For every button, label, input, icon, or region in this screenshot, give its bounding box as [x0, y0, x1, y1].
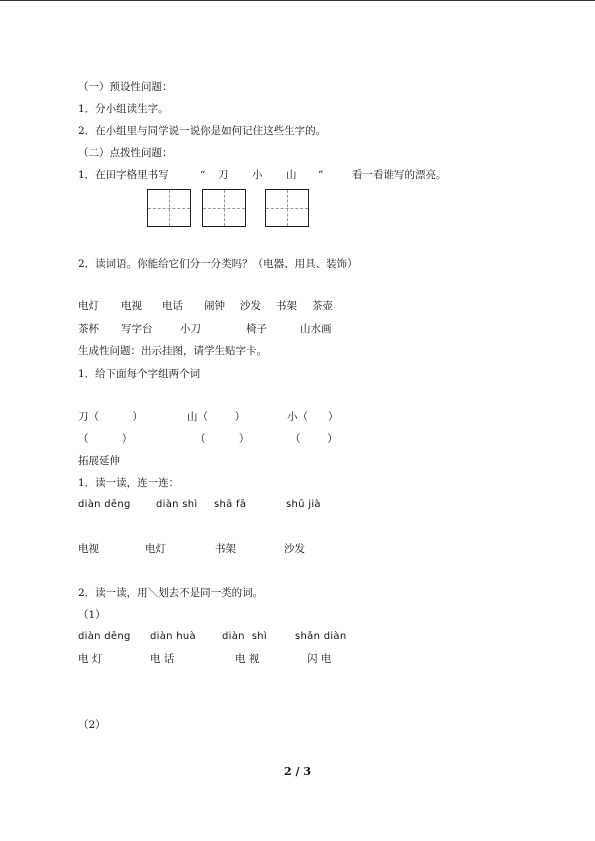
section2-q1-suffix: 看一看谁写的漂亮。	[352, 169, 447, 181]
word-item: 电视	[121, 300, 142, 312]
pinyin-item: diàn shì	[222, 631, 267, 642]
practice-char-2: 小	[252, 169, 263, 181]
strike-word[interactable]: 电 话	[150, 653, 175, 665]
strike-word[interactable]: 闪 电	[307, 653, 332, 665]
compound-blank[interactable]: 山（ ）	[187, 411, 246, 423]
word-item: 椅子	[246, 323, 267, 335]
pinyin-item: diàn dēng	[78, 499, 131, 510]
compound-blank[interactable]: 刀（ ）	[78, 411, 143, 423]
section2-q2: 2．读词语。你能给它们分一分类吗？（电器、用具、装饰）	[78, 258, 358, 270]
practice-char-1: 刀	[218, 169, 229, 181]
word-item: 小刀	[180, 323, 201, 335]
strike-word[interactable]: 电 灯	[78, 653, 103, 665]
section4-q1: 1．读一读，连一连：	[78, 477, 180, 489]
section2-q1-prefix: 1．在田字格里书写	[78, 169, 169, 181]
section2-heading: （二）点拨性问题：	[78, 147, 173, 159]
strike-word[interactable]: 电 视	[235, 653, 260, 665]
match-word[interactable]: 书架	[215, 543, 236, 555]
pinyin-item: diàn huà	[150, 631, 196, 642]
section3-heading: 生成性问题：出示挂图，请学生贴字卡。	[78, 345, 267, 357]
section1-q1: 1．分小组读生字。	[78, 103, 169, 115]
section4-heading: 拓展延伸	[78, 455, 120, 467]
compound-blank[interactable]: （ ）	[290, 433, 338, 445]
section4-sub2: （2）	[78, 719, 106, 731]
tianzige-box-3[interactable]	[265, 189, 309, 227]
word-item: 山水画	[300, 323, 332, 335]
practice-char-3: 山	[286, 169, 297, 181]
pinyin-item: shū jià	[286, 499, 321, 510]
match-word[interactable]: 电视	[78, 543, 99, 555]
pinyin-item: diàn shì	[156, 499, 198, 510]
pinyin-item: diàn dēng	[78, 631, 131, 642]
section4-q2: 2．读一读，用＼划去不是同一类的词。	[78, 587, 264, 599]
section2-q1-quote-open: “	[200, 169, 206, 181]
word-item: 茶杯	[78, 323, 99, 335]
pinyin-item: shǎn diàn	[295, 631, 347, 642]
word-item: 书架	[276, 300, 297, 312]
word-item: 闹钟	[204, 300, 225, 312]
section3-q1: 1．给下面每个字组两个词	[78, 368, 201, 380]
section1-q2: 2．在小组里与同学说一说你是如何记住这些生字的。	[78, 125, 327, 137]
top-rule	[0, 0, 595, 1]
section1-heading: （一）预设性问题：	[78, 81, 173, 93]
pinyin-item: shā fā	[214, 499, 247, 510]
compound-blank[interactable]: （ ）	[78, 433, 133, 445]
word-item: 电话	[162, 300, 183, 312]
tianzige-box-1[interactable]	[147, 189, 191, 227]
match-word[interactable]: 电灯	[145, 543, 166, 555]
compound-blank[interactable]: 小（ ）	[287, 411, 339, 423]
word-item: 沙发	[240, 300, 261, 312]
word-item: 电灯	[78, 300, 99, 312]
section4-sub1: （1）	[78, 609, 106, 621]
compound-blank[interactable]: （ ）	[195, 433, 250, 445]
match-word[interactable]: 沙发	[284, 543, 305, 555]
section2-q1-quote-close: ”	[318, 169, 324, 181]
word-item: 茶壶	[312, 300, 333, 312]
tianzige-box-2[interactable]	[202, 189, 246, 227]
page-number: 2 / 3	[284, 765, 311, 778]
word-item: 写字台	[121, 323, 153, 335]
